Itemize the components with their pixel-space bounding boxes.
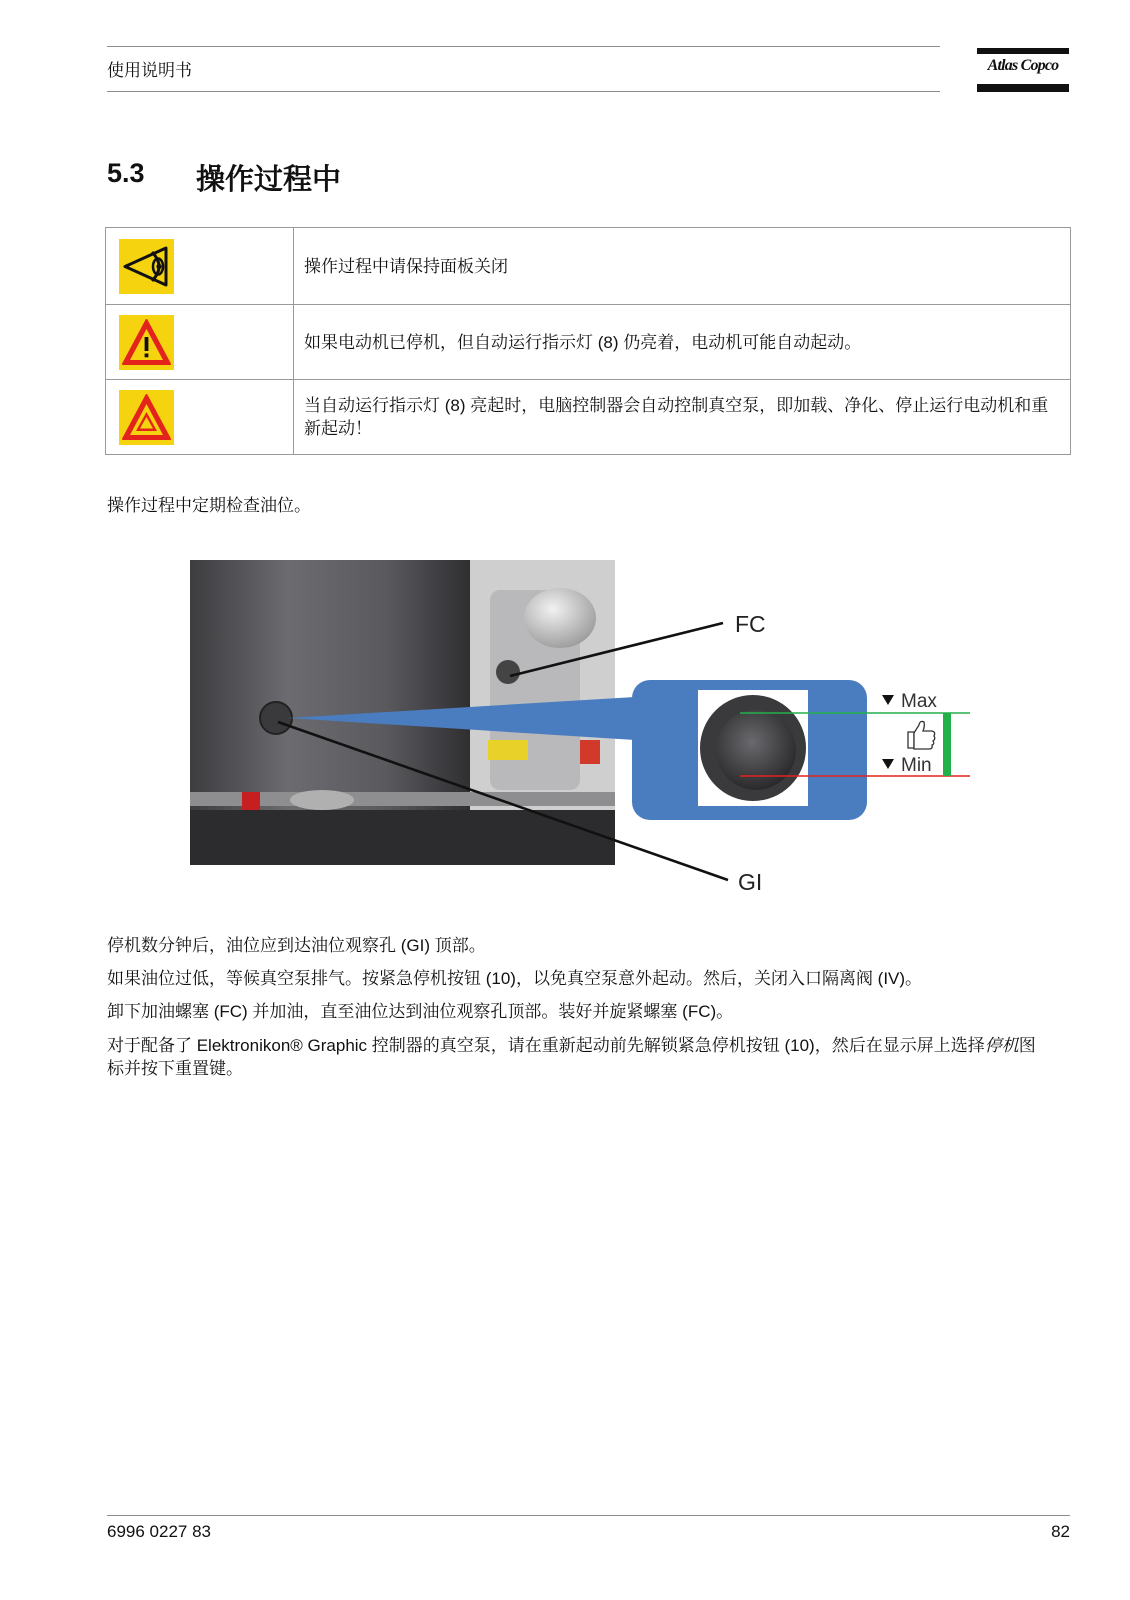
thumbs-up-icon bbox=[908, 721, 935, 749]
intro-paragraph: 操作过程中定期检查油位。 bbox=[107, 496, 311, 515]
paragraph-text: 图标并按下重置键。 bbox=[107, 1036, 1036, 1078]
fc-label: FC bbox=[735, 611, 766, 637]
safety-icon-cell bbox=[106, 228, 294, 305]
page-number: 82 bbox=[1051, 1522, 1070, 1541]
safety-icon-cell bbox=[106, 380, 294, 455]
document-title: 使用说明书 bbox=[107, 61, 192, 80]
oil-filter bbox=[524, 588, 596, 648]
section-title: 操作过程中 bbox=[196, 164, 342, 196]
triangle-warning-icon bbox=[119, 390, 174, 445]
paragraph-text: 对于配备了 Elektronikon® Graphic 控制器的真空泵，请在重新起动前先解锁紧急停机按钮 (10)，然后在显示屏上选择 bbox=[107, 1036, 985, 1055]
body-paragraph-controller bbox=[107, 1034, 1047, 1080]
min-label: Min bbox=[901, 755, 932, 776]
safety-row bbox=[106, 228, 1071, 305]
oil-level-figure bbox=[190, 560, 1010, 910]
gi-label: GI bbox=[738, 869, 763, 895]
body-paragraph: 如果油位过低，等候真空泵排气。按紧急停机按钮 (10)，以免真空泵意外起动。然后，关闭入口隔离阀 (IV)。 bbox=[107, 969, 923, 988]
safety-icon-cell bbox=[106, 305, 294, 380]
footer-rule bbox=[107, 1515, 1070, 1516]
body-paragraph: 卸下加油螺塞 (FC) 并加油，直至油位达到油位观察孔顶部。装好并旋紧螺塞 (FC)。 bbox=[107, 1002, 734, 1021]
document-number: 6996 0227 83 bbox=[107, 1522, 211, 1541]
safety-text: 当自动运行指示灯 (8) 亮起时，电脑控制器会自动控制真空泵，即加载、净化、停止运行电动机和重新起动！ bbox=[294, 380, 1071, 455]
max-arrow-icon bbox=[882, 695, 894, 705]
min-arrow-icon bbox=[882, 759, 894, 769]
safety-text: 操作过程中请保持面板关闭 bbox=[294, 228, 1071, 305]
header-top-rule bbox=[107, 46, 940, 47]
eye-warning-icon bbox=[119, 239, 174, 294]
exclamation-warning-icon bbox=[119, 315, 174, 370]
max-label: Max bbox=[901, 691, 937, 712]
level-range-bar bbox=[943, 713, 951, 776]
safety-row bbox=[106, 380, 1071, 455]
stop-icon-reference: 停机 bbox=[984, 1036, 1019, 1055]
safety-text: 如果电动机已停机，但自动运行指示灯 (8) 仍亮着，电动机可能自动起动。 bbox=[294, 305, 1071, 380]
body-paragraph: 停机数分钟后，油位应到达油位观察孔 (GI) 顶部。 bbox=[107, 936, 486, 955]
safety-table bbox=[105, 227, 1071, 455]
header-bottom-rule bbox=[107, 91, 940, 92]
yellow-fitting bbox=[488, 740, 528, 760]
oil-separator-tank bbox=[190, 560, 470, 810]
logo-text: Atlas Copco bbox=[987, 57, 1059, 74]
section-number: 5.3 bbox=[107, 158, 145, 188]
atlas-copco-logo bbox=[977, 48, 1069, 94]
safety-row bbox=[106, 305, 1071, 380]
sight-glass-gi bbox=[260, 702, 292, 734]
fill-cap-fc bbox=[496, 660, 520, 684]
